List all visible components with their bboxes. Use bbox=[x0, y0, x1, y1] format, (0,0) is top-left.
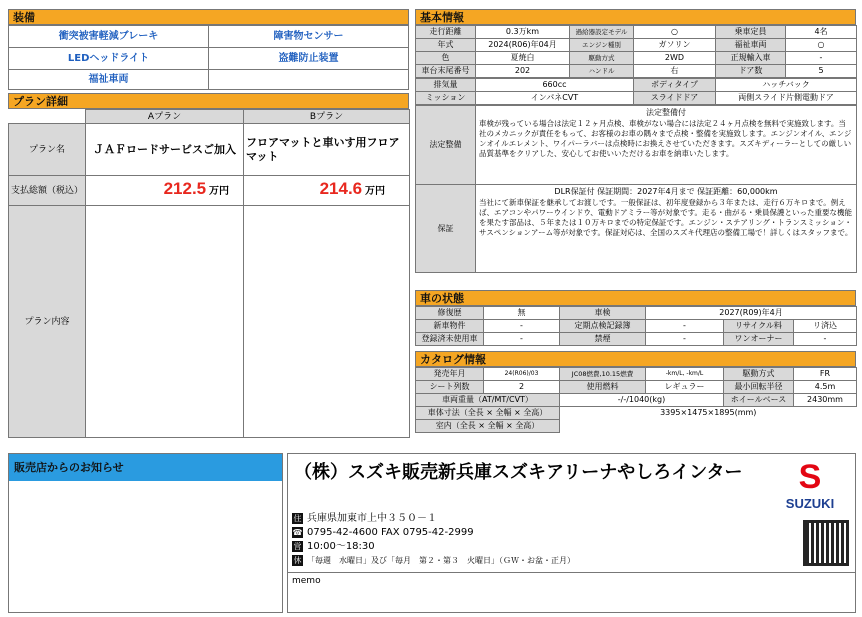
equipment-item: LEDヘッドライト bbox=[9, 48, 209, 70]
memo-label: memo bbox=[292, 576, 321, 586]
cell-label: 最小回転半径 bbox=[724, 381, 794, 394]
plan-b-price: 214.6 bbox=[319, 179, 363, 198]
equipment-item: 福祉車両 bbox=[9, 70, 209, 90]
cell-label: ワンオーナー bbox=[724, 333, 794, 346]
store-hours: 10:00～18:30 bbox=[307, 541, 375, 552]
cell-label: シート列数 bbox=[416, 381, 484, 394]
basic-info-table bbox=[415, 25, 857, 78]
cell-label: 登録済未使用車 bbox=[416, 333, 484, 346]
cell-label: 駆動方式 bbox=[570, 52, 634, 65]
memo-box bbox=[288, 572, 855, 612]
suzuki-logo bbox=[771, 458, 849, 514]
cell-label: 使用燃料 bbox=[560, 381, 646, 394]
store-box bbox=[287, 453, 856, 613]
cell-value: 2027(R09)年4月 bbox=[646, 307, 857, 320]
plan-a-content bbox=[86, 206, 244, 438]
suzuki-wordmark: SUZUKI bbox=[785, 496, 835, 511]
store-hours-row bbox=[292, 540, 575, 554]
cell-label: 過給器設定モデル bbox=[570, 26, 634, 39]
cell-value: インパネCVT bbox=[476, 92, 634, 105]
cell-value: - bbox=[484, 333, 560, 346]
basic-info-table-2 bbox=[415, 78, 857, 105]
cell-value: 4.5m bbox=[794, 381, 857, 394]
warranty-label: 保証 bbox=[416, 185, 476, 273]
plan-name-label: プラン名 bbox=[9, 124, 86, 176]
condition-section bbox=[415, 290, 856, 346]
cell-value: 0.3万km bbox=[476, 26, 570, 39]
cell-label: 修復歴 bbox=[416, 307, 484, 320]
cell-value: - bbox=[786, 52, 857, 65]
plan-header: プラン詳細 bbox=[8, 93, 409, 109]
cell-label: 年式 bbox=[416, 39, 476, 52]
store-address: 兵庫県加東市上中３５０－１ bbox=[307, 513, 437, 524]
cell-value: 660cc bbox=[476, 79, 634, 92]
cell-value: 202 bbox=[476, 65, 570, 78]
cell-label: エンジン種別 bbox=[570, 39, 634, 52]
cell-value: 4名 bbox=[786, 26, 857, 39]
cell-label: 車体寸法（全長 × 全幅 × 全高） bbox=[416, 407, 560, 420]
cell-value: - bbox=[646, 320, 724, 333]
equipment-table bbox=[8, 25, 409, 90]
store-holiday: 「毎週 水曜日」及び「毎月 第２・第３ 火曜日」（ＧＷ・お盆・正月） bbox=[307, 556, 575, 565]
cell-label: ボディタイプ bbox=[634, 79, 716, 92]
catalog-table bbox=[415, 367, 857, 433]
plan-b-header: Bプラン bbox=[244, 110, 410, 124]
cell-label: ドア数 bbox=[716, 65, 786, 78]
plan-a-total bbox=[86, 176, 244, 206]
warranty-cell bbox=[476, 185, 857, 273]
cell-label: 福祉車両 bbox=[716, 39, 786, 52]
condition-header: 車の状態 bbox=[415, 290, 856, 306]
cell-label: 禁煙 bbox=[560, 333, 646, 346]
cell-value: ガソリン bbox=[634, 39, 716, 52]
equipment-item: 盗難防止装置 bbox=[209, 48, 409, 70]
cell-value bbox=[560, 420, 857, 433]
cell-label: 室内（全長 × 全幅 × 全高） bbox=[416, 420, 560, 433]
warranty-head: DLR保証付 保証期間：2027年4月まで 保証距離：60,000km bbox=[554, 187, 778, 196]
plan-table bbox=[8, 109, 410, 438]
basic-info-section bbox=[415, 9, 856, 273]
equipment-item: 障害物センサー bbox=[209, 26, 409, 48]
cell-label: 発売年月 bbox=[416, 368, 484, 381]
plan-total-label: 支払総額（税込） bbox=[9, 176, 86, 206]
cell-value: 5 bbox=[786, 65, 857, 78]
equipment-header: 装備 bbox=[8, 9, 409, 25]
cell-label: 定期点検記録簿 bbox=[560, 320, 646, 333]
cell-value: - bbox=[646, 333, 724, 346]
plan-section bbox=[8, 93, 409, 438]
cell-value: 無 bbox=[484, 307, 560, 320]
cell-value: 右 bbox=[634, 65, 716, 78]
cell-label: 正規輸入車 bbox=[716, 52, 786, 65]
store-name: （株）スズキ販売新兵庫スズキアリーナやしろインター bbox=[294, 462, 743, 482]
cell-value: 2430mm bbox=[794, 394, 857, 407]
cell-value: FR bbox=[794, 368, 857, 381]
equipment-item: 衝突被害軽減ブレーキ bbox=[9, 26, 209, 48]
cell-value: 2024(R06)年04月 bbox=[476, 39, 570, 52]
store-tel: 0795-42-4600 FAX 0795-42-2999 bbox=[307, 527, 474, 538]
store-tel-row bbox=[292, 526, 575, 540]
phone-icon: ☎ bbox=[292, 527, 303, 537]
cell-value: -km/L, -km/L bbox=[646, 368, 724, 381]
catalog-section bbox=[415, 351, 856, 433]
cell-value: 夏焼白 bbox=[476, 52, 570, 65]
cell-value: ハッチバック bbox=[716, 79, 857, 92]
qr-code-icon bbox=[803, 520, 849, 566]
maintenance-label: 法定整備 bbox=[416, 106, 476, 185]
cell-label: スライドドア bbox=[634, 92, 716, 105]
cell-label: 乗車定員 bbox=[716, 26, 786, 39]
address-icon: 住 bbox=[293, 513, 302, 523]
plan-a-name: ＪＡＦロードサービスご加入 bbox=[86, 124, 244, 176]
cell-value: ○ bbox=[634, 26, 716, 39]
plan-b-name: フロアマットと車いす用フロアマット bbox=[244, 124, 410, 176]
cell-label: 車検 bbox=[560, 307, 646, 320]
plan-b-content bbox=[244, 206, 410, 438]
maintenance-head: 法定整備付 bbox=[646, 108, 686, 117]
cell-label: 車両重量（AT/MT/CVT） bbox=[416, 394, 560, 407]
cell-value: - bbox=[794, 333, 857, 346]
basic-info-header: 基本情報 bbox=[415, 9, 856, 25]
cell-value: リ済込 bbox=[794, 320, 857, 333]
cell-label: JC08燃費,10.15燃費 bbox=[560, 368, 646, 381]
plan-b-unit: 万円 bbox=[365, 186, 385, 197]
cell-value: 両側スライド片側電動ドア bbox=[716, 92, 857, 105]
notice-header: 販売店からのお知らせ bbox=[9, 454, 282, 481]
cell-value: ○ bbox=[786, 39, 857, 52]
cell-label: 排気量 bbox=[416, 79, 476, 92]
cell-label: 車台末尾番号 bbox=[416, 65, 476, 78]
catalog-header: カタログ情報 bbox=[415, 351, 856, 367]
cell-label: リサイクル料 bbox=[724, 320, 794, 333]
cell-label: 駆動方式 bbox=[724, 368, 794, 381]
cell-value: レギュラー bbox=[646, 381, 724, 394]
plan-a-header: Aプラン bbox=[86, 110, 244, 124]
equipment-section bbox=[8, 9, 409, 90]
cell-label: ホイールベース bbox=[724, 394, 794, 407]
hours-icon: 営 bbox=[293, 541, 302, 551]
maintenance-text: 車検が残っている場合は法定１２ヶ月点検、車検がない場合には法定２４ヶ月点検を無料で実施致します。当社のメカニックが責任をもって、お客様のお車の隅々まで点検・整備を実施致します。エンジンオイル、エンジンオイルエレメント、ワイパーラバーは点検時にお換えさせていただきます。スズキディーラーとしての厳しい品質基準をクリアした、安心してお使いいただけるお車を納車いたします。 bbox=[479, 119, 852, 158]
condition-table bbox=[415, 306, 857, 346]
plan-b-total bbox=[244, 176, 410, 206]
cell-label: 走行距離 bbox=[416, 26, 476, 39]
cell-label: 新車物件 bbox=[416, 320, 484, 333]
cell-value: 2WD bbox=[634, 52, 716, 65]
suzuki-s-icon: S bbox=[798, 458, 822, 496]
notice-box bbox=[8, 453, 283, 613]
store-address-row bbox=[292, 512, 575, 526]
cell-label: ミッション bbox=[416, 92, 476, 105]
cell-value: -/-/1040(kg) bbox=[560, 394, 724, 407]
plan-content-label: プラン内容 bbox=[9, 206, 86, 438]
plan-a-unit: 万円 bbox=[209, 186, 229, 197]
equipment-item bbox=[209, 70, 409, 90]
maintenance-table bbox=[415, 105, 857, 273]
warranty-text: 当社にて新車保証を継承してお渡しです。一般保証は、初年度登録から３年または、走行６万キロまで。例えば、エアコンやパワーウインドウ、電動ドアミラー等が対象です。走る・曲がる・乗員保護といった重要な機能を果たす部品は、５年または１０万キロまでの特定保証です。エンジン・ステアリング・トランスミッション・サスペンションアーム等が対象です。保証対応は、全国のスズキ代理店の整備工場で！詳しくはスタッフまで。 bbox=[479, 198, 853, 237]
plan-a-price: 212.5 bbox=[163, 179, 207, 198]
store-info bbox=[292, 512, 575, 568]
cell-value: 3395×1475×1895(mm) bbox=[660, 408, 757, 418]
holiday-icon: 休 bbox=[293, 556, 302, 565]
store-holiday-row bbox=[292, 554, 575, 568]
maintenance-cell bbox=[476, 106, 857, 185]
cell-value: 24(R06)/03 bbox=[484, 368, 560, 381]
cell-value: - bbox=[484, 320, 560, 333]
cell-value: 2 bbox=[484, 381, 560, 394]
cell-label: 色 bbox=[416, 52, 476, 65]
cell-label: ハンドル bbox=[570, 65, 634, 78]
